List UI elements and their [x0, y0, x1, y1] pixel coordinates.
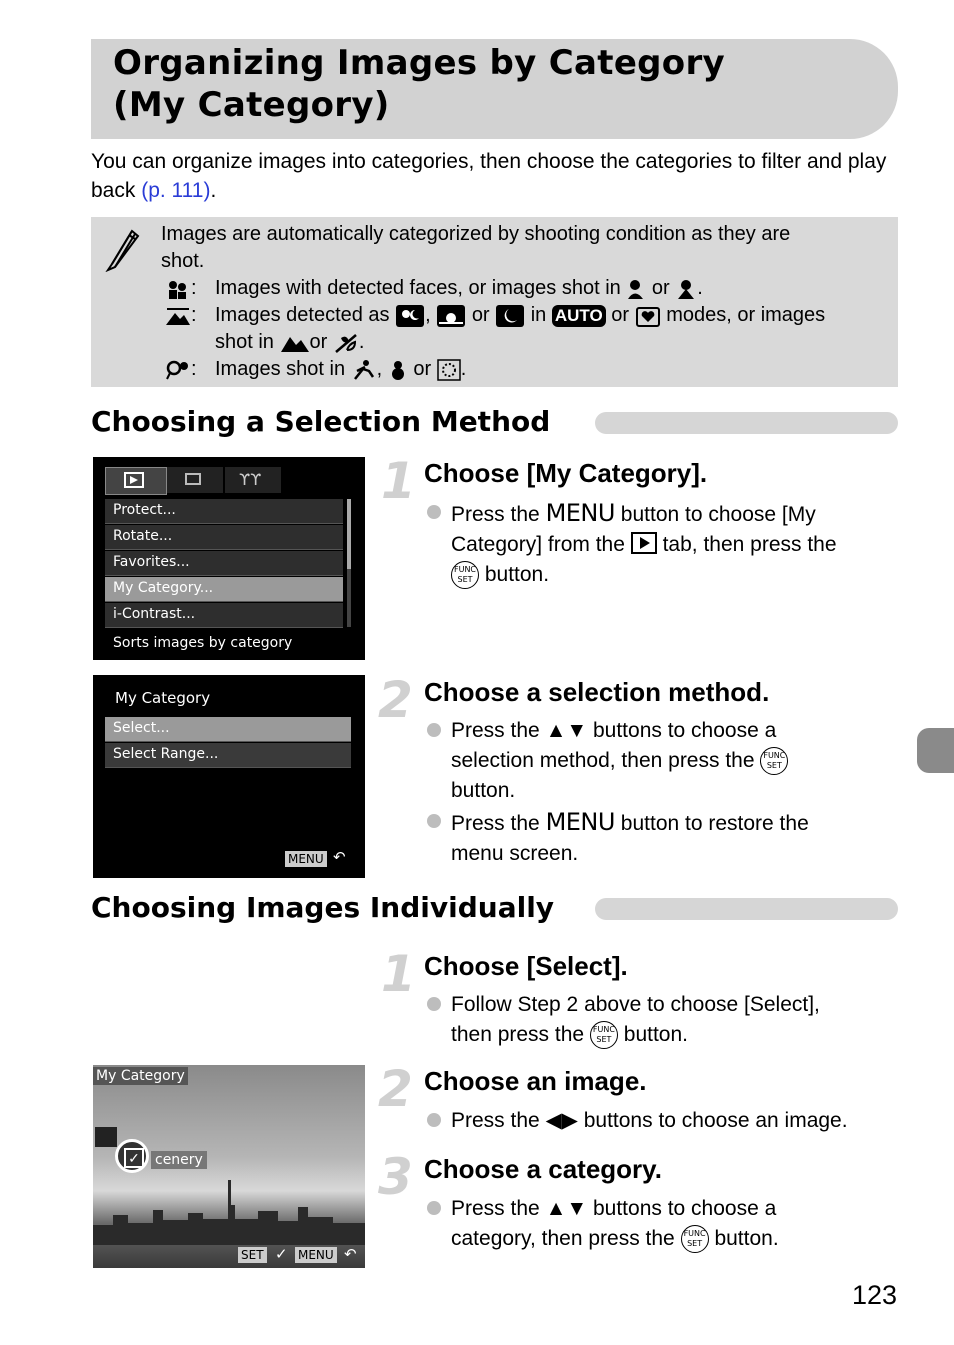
step-number: 1 — [381, 945, 416, 1003]
step-number: 2 — [378, 671, 413, 729]
camera-screen-category-select — [93, 1065, 365, 1268]
chapter-tab — [917, 728, 954, 773]
bullet-dot — [427, 1201, 441, 1215]
step-number: 3 — [378, 1148, 413, 1206]
tab-settings[interactable] — [225, 467, 281, 493]
category-2-icon[interactable] — [95, 1223, 117, 1243]
func-set-button-icon: FUNC SET — [760, 747, 788, 775]
camera-screen-playback-menu — [93, 457, 365, 660]
landscape-category-icon[interactable] — [95, 1151, 117, 1171]
note-row1-text: Images with detected faces, or images shot in or . — [215, 277, 703, 299]
note-row-events: : — [165, 356, 197, 383]
events-category-icon — [165, 359, 191, 381]
page-title: Organizing Images by Category (My Category) — [113, 43, 726, 125]
night-portrait-icon — [395, 304, 425, 328]
set-button[interactable]: SET — [238, 1247, 267, 1263]
playback-tab-icon — [631, 532, 657, 554]
menu-item-rotate[interactable]: Rotate... — [105, 525, 343, 550]
bullet-dot — [427, 505, 441, 519]
menu-back-button[interactable]: MENU — [285, 851, 327, 867]
night-scene-icon — [495, 304, 525, 328]
menu-item-favorites[interactable]: Favorites... — [105, 551, 343, 576]
section-heading-selection-method: Choosing a Selection Method — [91, 405, 551, 438]
people-category-icon — [165, 278, 191, 300]
step-bullet: Press the MENU button to restore the menu screen. — [451, 808, 809, 865]
landscape-category-icon — [165, 305, 191, 327]
note-row3-text: Images shot in , or . — [215, 358, 467, 380]
step-heading: Choose a selection method. — [424, 677, 770, 707]
menu-item-protect[interactable]: Protect... — [105, 499, 343, 524]
snow-mode-icon — [388, 359, 408, 381]
menu-item-i-contrast[interactable]: i-Contrast... — [105, 603, 343, 628]
step-bullet: Press the MENU button to choose [My Category] from the tab, then press the FUNC SET button. — [451, 498, 901, 590]
category-checkbox[interactable] — [115, 1139, 149, 1173]
menu-back-button[interactable]: MENU — [295, 1247, 337, 1263]
auto-mode-icon: AUTO — [552, 305, 606, 327]
check-icon: ✓ — [124, 1148, 144, 1168]
menu-hint: Sorts images by category — [113, 635, 293, 651]
func-set-button-icon: FUNC SET — [451, 561, 479, 589]
step-bullet: Press the ▲▼ buttons to choose a selection method, then press the FUNC SET button. — [451, 716, 901, 806]
note-intro: Images are automatically categorized by shooting condition as they are shot. — [161, 223, 791, 272]
play-icon — [130, 476, 138, 484]
menu-button-label: MENU — [545, 808, 615, 836]
backlit-landscape-icon — [436, 304, 466, 328]
step-bullet: Follow Step 2 above to choose [Select], then press the FUNC SET button. — [451, 990, 901, 1050]
kids-pets-mode-icon — [675, 278, 697, 300]
landscape-mode-icon — [280, 332, 310, 354]
city-skyline-image — [93, 1175, 365, 1245]
step-bullet: Press the ▲▼ buttons to choose a category, then press the FUNC SET button. — [451, 1194, 901, 1254]
bullet-dot — [427, 814, 441, 828]
note-row-people: : — [165, 275, 197, 302]
scrollbar[interactable] — [347, 499, 351, 627]
check-icon: ✓ — [275, 1246, 288, 1263]
wrench-icon: ϒϒ — [239, 470, 262, 489]
back-arrow-icon: ↶ — [333, 848, 346, 866]
portrait-mode-icon — [626, 278, 646, 300]
left-right-arrows-icon: ◀▶ — [545, 1109, 578, 1132]
foliage-mode-icon — [333, 332, 359, 354]
fireworks-mode-icon — [437, 359, 461, 381]
section-heading-images-individually: Choosing Images Individually — [91, 891, 555, 924]
tab-playback[interactable] — [105, 467, 167, 495]
note-row2-text: Images detected as , or in AUTO or modes, or images — [215, 304, 826, 326]
menu-item-select-range[interactable]: Select Range... — [105, 743, 351, 768]
smart-auto-icon — [635, 304, 661, 328]
note-row-landscape: : — [165, 302, 197, 329]
bullet-dot — [427, 997, 441, 1011]
up-down-arrows-icon: ▲▼ — [545, 1197, 588, 1220]
page-number: 123 — [852, 1280, 898, 1310]
category-label: cenery — [151, 1151, 207, 1169]
menu-item-select[interactable]: Select... — [105, 717, 351, 742]
tab-print[interactable] — [167, 467, 223, 493]
note-row2-cont: shot in or . — [215, 331, 365, 353]
print-icon — [185, 473, 201, 485]
bullet-dot — [427, 1113, 441, 1127]
back-arrow-icon: ↶ — [344, 1246, 357, 1263]
step-number: 2 — [378, 1060, 413, 1118]
bullet-dot — [427, 723, 441, 737]
sports-mode-icon — [351, 359, 377, 381]
pencil-icon — [104, 224, 144, 272]
section-bar — [595, 898, 898, 920]
step-heading: Choose [My Category]. — [424, 458, 708, 488]
func-set-button-icon: FUNC SET — [681, 1225, 709, 1253]
camera-screen-my-category — [93, 675, 365, 878]
category-icon-list — [95, 1127, 117, 1257]
people-category-icon[interactable] — [95, 1127, 117, 1147]
func-set-button-icon: FUNC SET — [590, 1021, 618, 1049]
screen-title: My Category — [115, 689, 211, 707]
step-bullet: Press the ◀▶ buttons to choose an image. — [451, 1109, 848, 1132]
up-down-arrows-icon: ▲▼ — [545, 719, 588, 742]
menu-item-my-category[interactable]: My Category... — [105, 577, 343, 602]
events-category-icon[interactable] — [95, 1175, 117, 1195]
step-heading: Choose [Select]. — [424, 951, 628, 981]
page-link[interactable]: (p. 111) — [141, 179, 211, 202]
menu-button-label: MENU — [545, 499, 615, 527]
step-heading: Choose a category. — [424, 1154, 662, 1184]
screen-title: My Category — [93, 1067, 188, 1085]
intro-paragraph: You can organize images into categories, then choose the categories to filter and play back (p. 111). — [91, 150, 887, 202]
section-bar — [595, 412, 898, 434]
step-number: 1 — [381, 452, 416, 510]
category-1-icon[interactable] — [95, 1199, 117, 1219]
step-heading: Choose an image. — [424, 1066, 647, 1096]
